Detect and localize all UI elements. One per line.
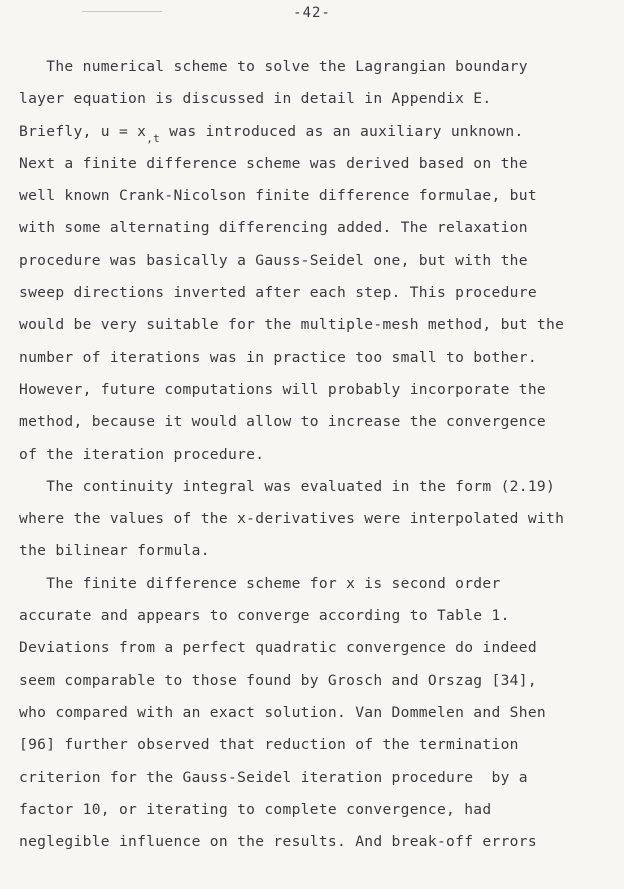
text-line: accurate and appears to converge according to Table 1. <box>19 607 510 625</box>
text-line: The continuity integral was evaluated in the form (2.19) <box>19 477 556 495</box>
body-text <box>19 51 609 858</box>
text-line: would be very suitable for the multiple-mesh method, but the <box>19 316 565 334</box>
text-line: seem comparable to those found by Grosch and Orszag [34], <box>19 671 537 689</box>
subscript: ,t <box>146 131 161 145</box>
text-line: criterion for the Gauss-Seidel iteration procedure by a <box>19 768 528 786</box>
text-line: the bilinear formula. <box>19 542 210 560</box>
text-line: The numerical scheme to solve the Lagrangian boundary <box>19 58 528 75</box>
text-line: where the values of the x-derivatives were interpolated with <box>19 510 565 528</box>
text-line: who compared with an exact solution. Van Dommelen and Shen <box>19 703 546 721</box>
text-line: Deviations from a perfect quadratic convergence do indeed <box>19 639 537 657</box>
text-line: method, because it would allow to increase the convergence <box>19 413 546 431</box>
text-line: However, future computations will probably incorporate the <box>19 380 546 398</box>
text-fragment: Briefly, u = x <box>19 122 147 140</box>
page-number: -42- <box>293 5 331 21</box>
text-line: [96] further observed that reduction of the termination <box>19 736 519 754</box>
text-line: number of iterations was in practice too small to bother. <box>19 348 537 366</box>
text-line: procedure was basically a Gauss-Seidel one, but with the <box>19 251 528 269</box>
text-line: The finite difference scheme for x is second order <box>19 574 501 592</box>
text-line: factor 10, or iterating to complete convergence, had <box>19 800 492 818</box>
text-line: with some alternating differencing added. The relaxation <box>19 219 528 237</box>
text-line: layer equation is discussed in detail in Appendix E. <box>19 90 492 108</box>
text-line: Next a finite difference scheme was derived based on the <box>19 154 528 172</box>
text-line <box>19 116 609 148</box>
text-line: of the iteration procedure. <box>19 445 265 463</box>
text-line: neglegible influence on the results. And break-off errors <box>19 833 537 851</box>
text-fragment: was introduced as an auxiliary unknown. <box>160 122 524 140</box>
text-line: well known Crank-Nicolson finite difference formulae, but <box>19 187 537 205</box>
text-line: sweep directions inverted after each step. This procedure <box>19 284 537 302</box>
